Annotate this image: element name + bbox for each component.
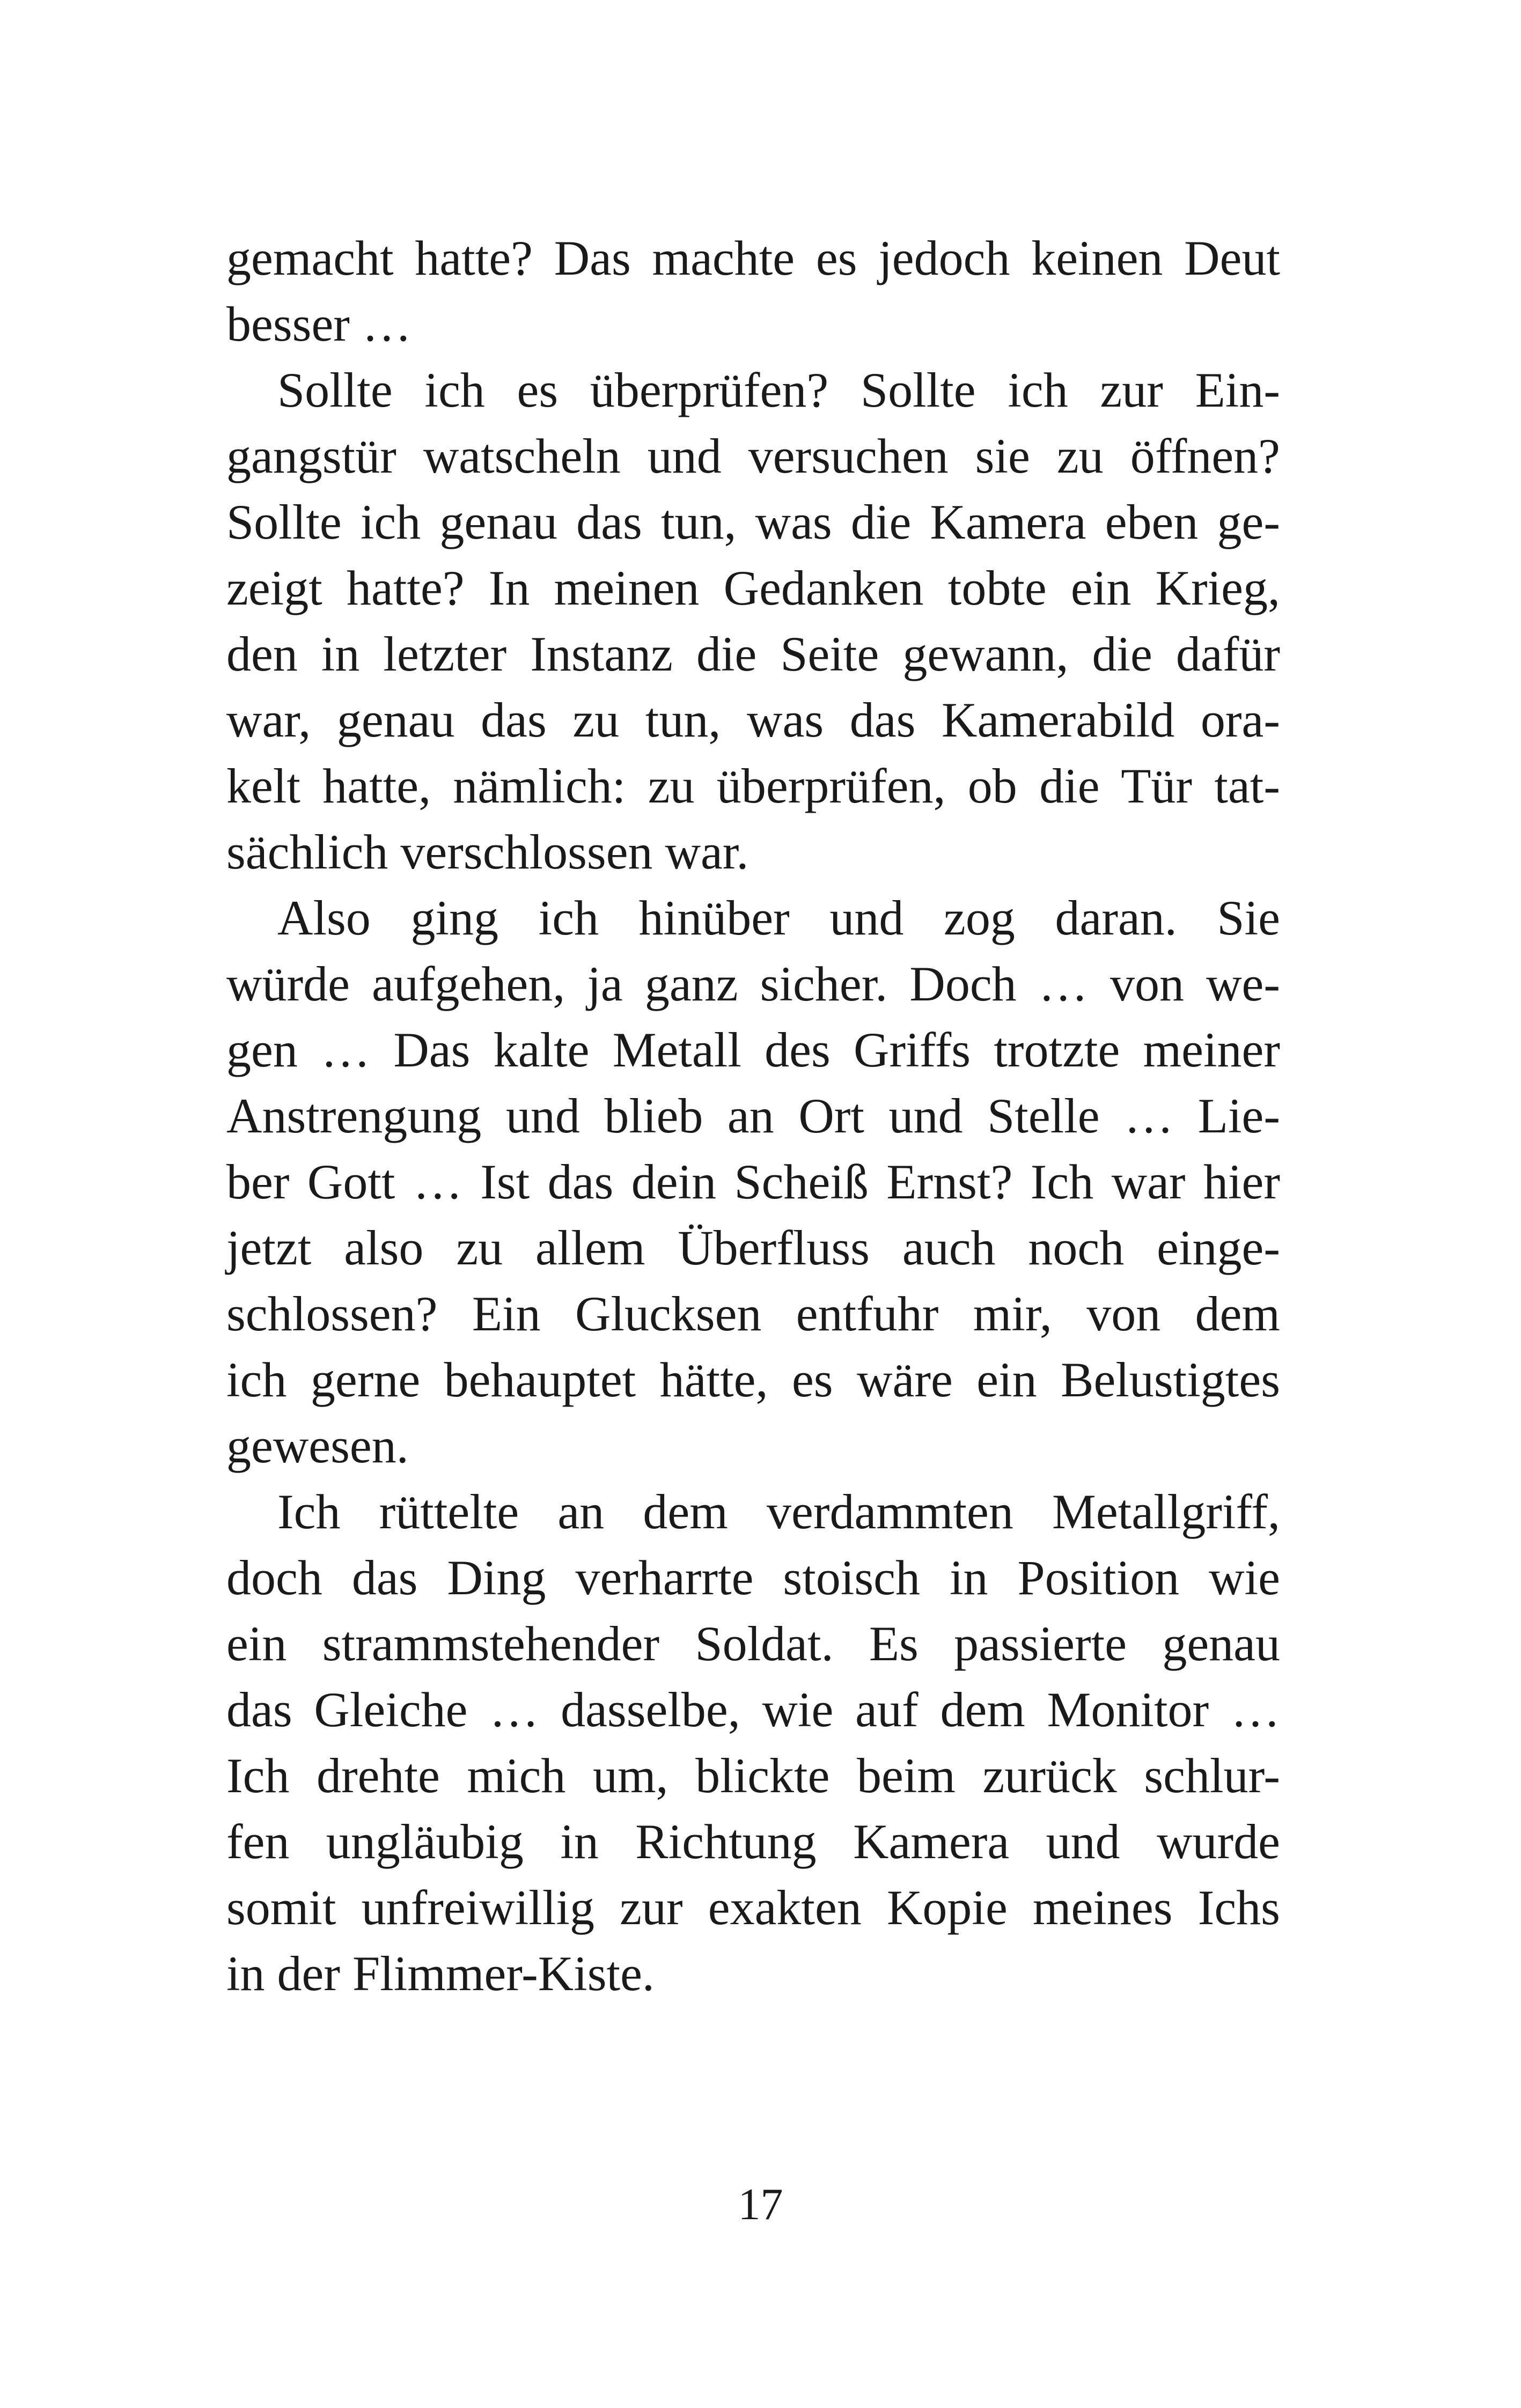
text-line: würde aufgehen, ja ganz sicher. Doch … von we- [226,956,1280,1011]
text-line: jetzt also zu allem Überfluss auch noch einge- [226,1220,1280,1275]
text-line: Also ging ich hinüber und zog daran. Sie [277,890,1280,945]
text-line: schlossen? Ein Glucksen entfuhr mir, von dem [226,1286,1280,1341]
text-line: in der Flimmer-Kiste. [226,1946,655,2001]
text-line: sächlich verschlossen war. [226,824,749,879]
text-line: gangstür watscheln und versuchen sie zu öffnen? [226,429,1280,483]
text-line: gemacht hatte? Das machte es jedoch keinen Deut [226,231,1280,285]
text-line: somit unfreiwillig zur exakten Kopie meines Ichs [226,1880,1280,1935]
text-line: gen … Das kalte Metall des Griffs trotzte meiner [226,1022,1280,1077]
text-line: fen ungläubig in Richtung Kamera und wurde [226,1814,1280,1869]
text-line: den in letzter Instanz die Seite gewann, die dafür [226,627,1280,681]
text-line: ein strammstehender Soldat. Es passierte genau [226,1616,1280,1671]
text-line: kelt hatte, nämlich: zu überprüfen, ob die Tür tat- [226,759,1280,813]
text-line: Ich drehte mich um, blickte beim zurück schlur- [226,1748,1280,1803]
text-line: Anstrengung und blieb an Ort und Stelle … Lie- [226,1088,1280,1143]
text-line: das Gleiche … dasselbe, wie auf dem Monitor … [226,1682,1280,1737]
text-line: besser … [226,297,412,351]
text-line: ber Gott … Ist das dein Scheiß Ernst? Ich war hier [226,1154,1280,1209]
text-line: ich gerne behauptet hätte, es wäre ein Belustigtes [226,1352,1280,1407]
text-line: gewesen. [226,1418,409,1473]
text-line: Ich rüttelte an dem verdammten Metallgriff, [277,1484,1280,1539]
page-number: 17 [738,2179,783,2229]
text-line: Sollte ich genau das tun, was die Kamera eben ge- [226,495,1280,549]
text-line: war, genau das zu tun, was das Kamerabild ora- [226,693,1280,747]
text-line: zeigt hatte? In meinen Gedanken tobte ein Krieg, [226,561,1280,615]
text-line: Sollte ich es überprüfen? Sollte ich zur Ein- [277,363,1280,417]
text-line: doch das Ding verharrte stoisch in Position wie [226,1550,1280,1605]
body-text [226,225,1280,2007]
